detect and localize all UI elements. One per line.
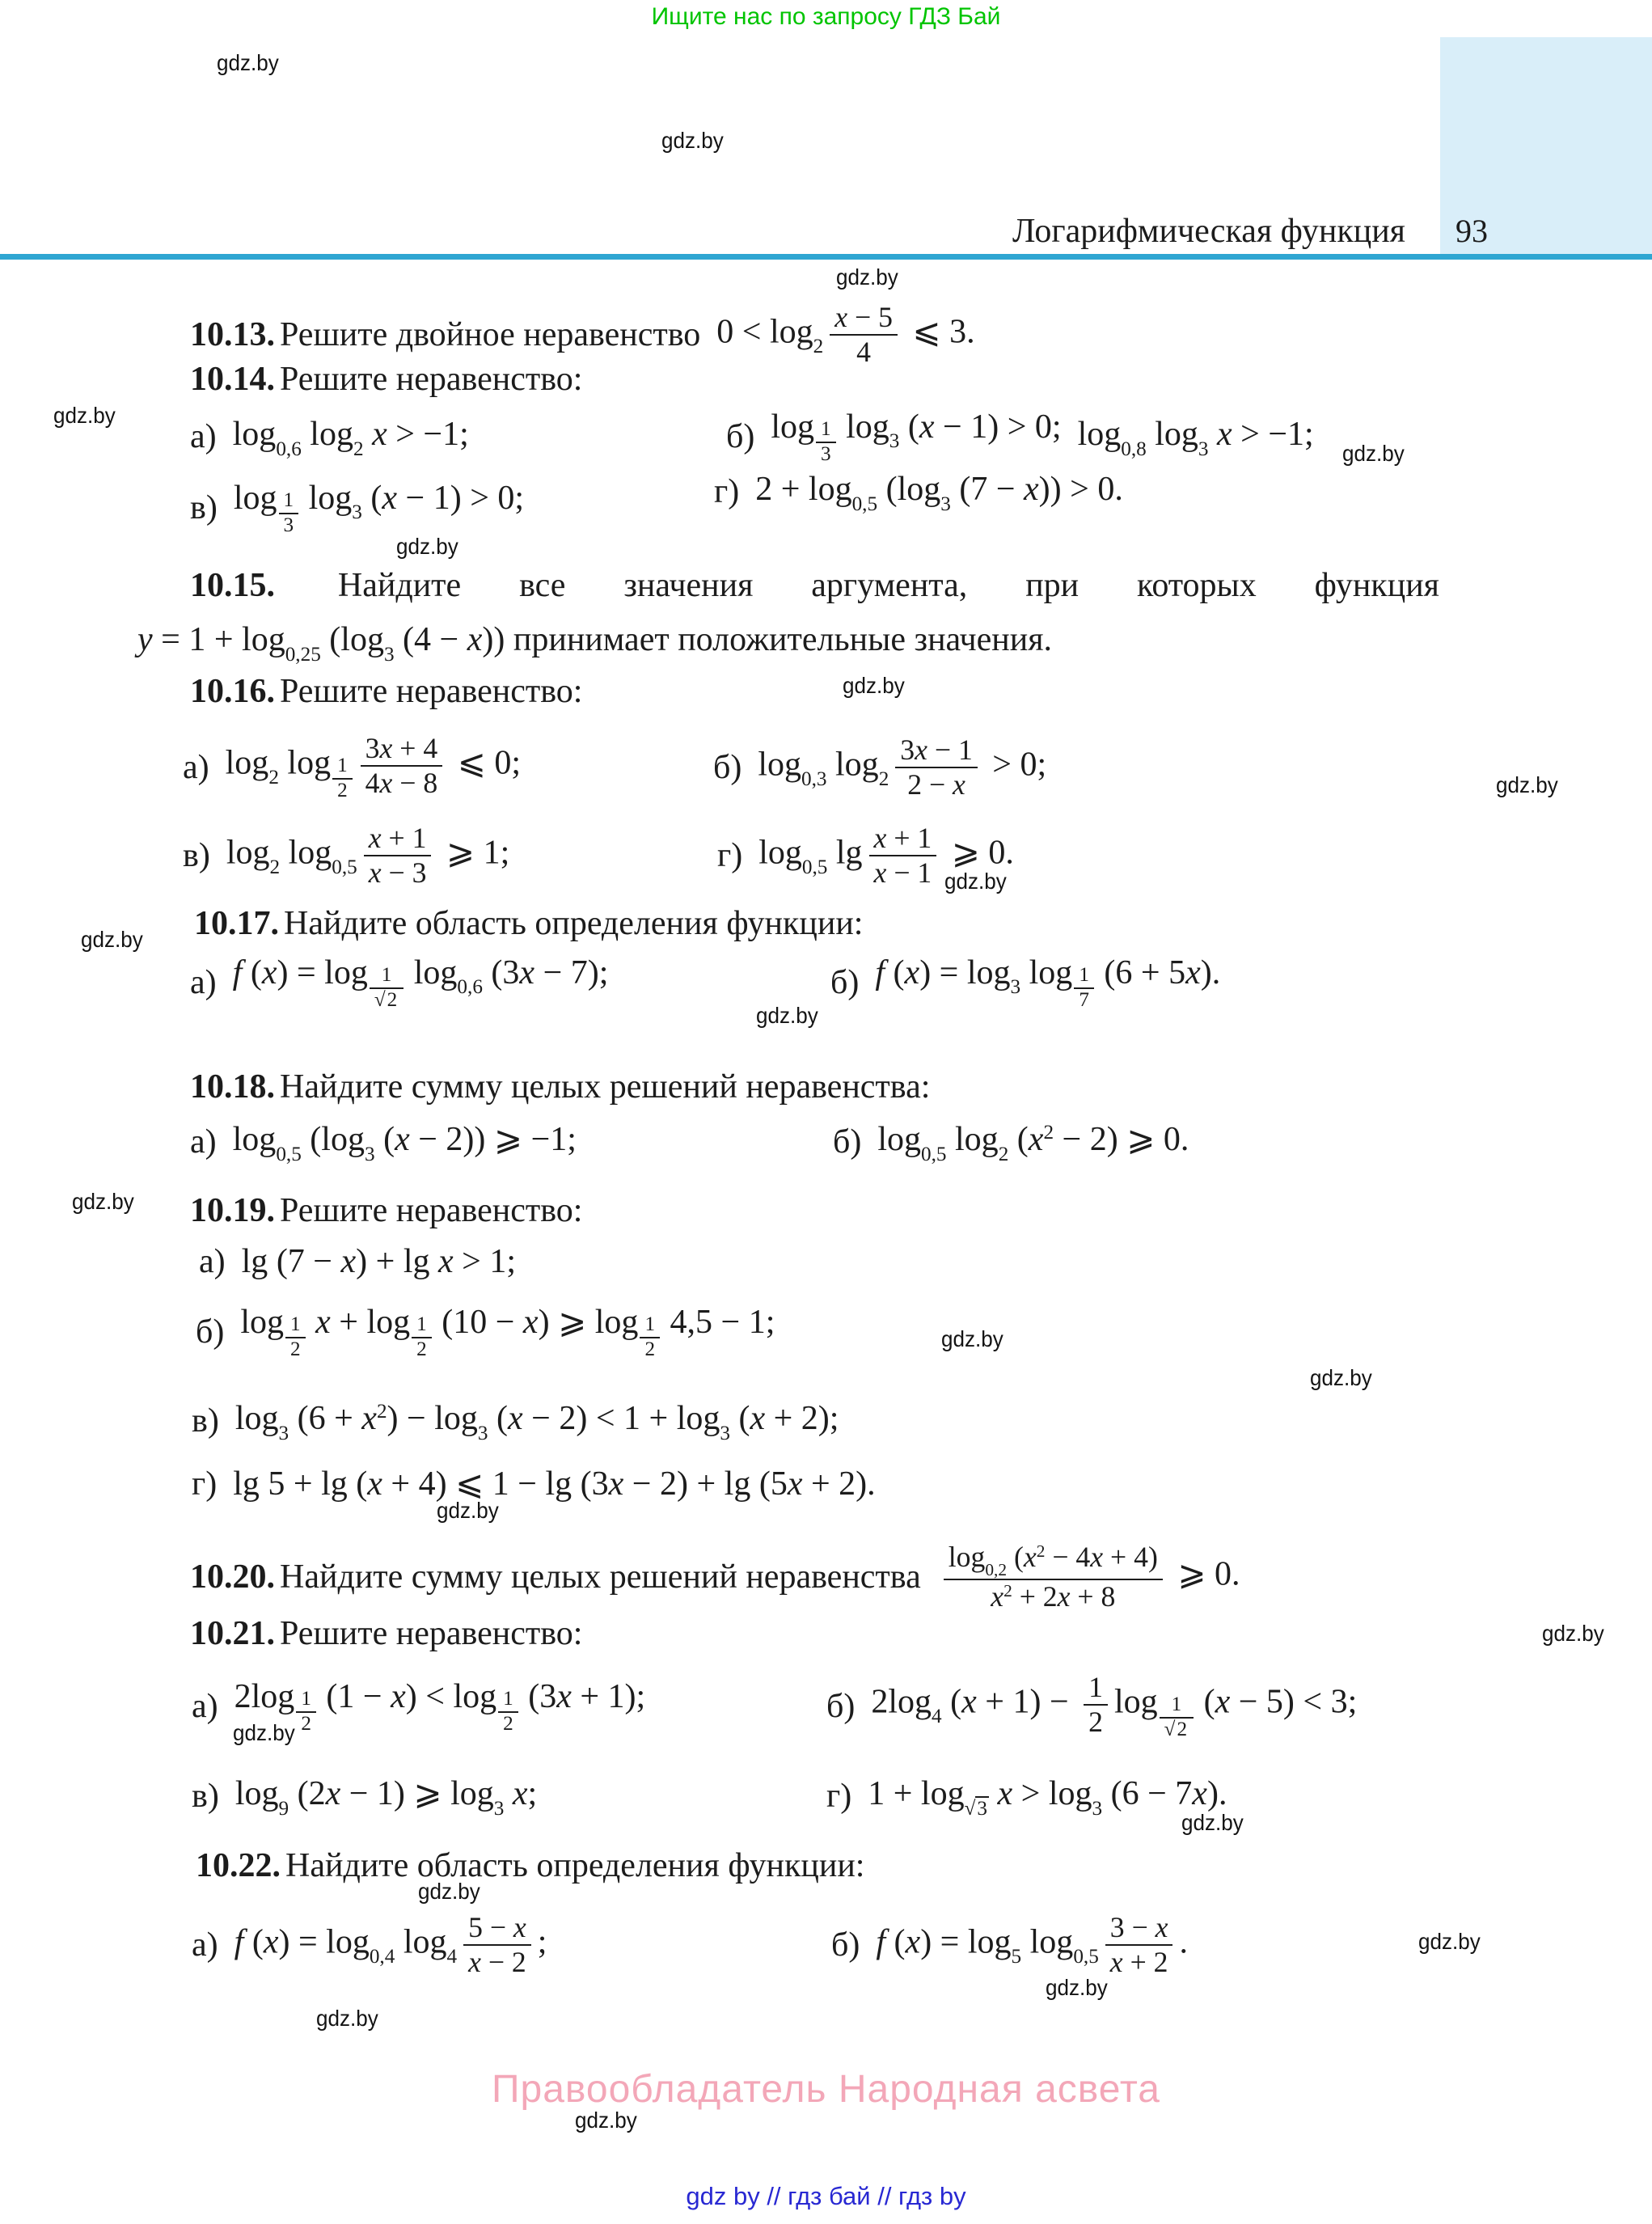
item-label: в) [183,836,210,874]
watermark: gdz.by [756,1003,818,1028]
problem-10-16-item-b [713,720,1046,815]
problem-10-22-heading [196,1846,864,1885]
formula: 2log $\frac{1}{2}$ (1 − x) < log $\frac{1}{2}$ (3x + 1); [234,1677,646,1736]
watermark: gdz.by [1310,1365,1372,1390]
problem-10-19-item-g [192,1457,876,1511]
item-label: б) [833,1123,862,1161]
item-label: г) [717,836,743,874]
formula: log $\frac{1}{2}$ x + log $\frac{1}{2}$ (10 − x) ⩾ log $\frac{1}{2}$ 4,5 − 1; [240,1303,775,1361]
problem-10-19-item-v [192,1394,839,1448]
item-label: в) [192,1402,219,1440]
problem-10-14-item-a [190,410,469,463]
problem-10-21-heading [190,1614,582,1653]
problem-text: Решите неравенство: [280,1192,583,1229]
item-label: б) [196,1313,225,1351]
item-label: а) [199,1242,226,1280]
problem-text: Найдите область определения функции: [284,905,864,942]
watermark: gdz.by [437,1498,499,1523]
page-number: 93 [1456,213,1488,249]
footer-links[interactable]: gdz by // гдз бай // гдз by [686,2182,966,2210]
problem-number: 10.16. [190,673,275,710]
problem-number: 10.22. [196,1847,281,1884]
promo-banner: Ищите нас по запросу ГДЗ Бай [651,3,1001,30]
problem-10-20-row [190,1527,1240,1627]
formula: log2 log0,5 $\frac{x + 1}{x - 3}$ ⩾ 1; [226,821,510,889]
item-label: а) [190,417,217,455]
problem-number: 10.21. [190,1615,275,1652]
formula: log3 (6 + x2) − log3 (x − 2) < 1 + log3 (x + 2); [234,1400,839,1444]
formula: f (x) = log5 log0,5 $\frac{3 - x}{x + 2}$ . [876,1910,1188,1978]
problem-10-14-item-b [726,408,1314,466]
watermark: gdz.by [316,2006,378,2031]
problem-number: 10.17. [194,905,279,942]
problem-10-16-heading [190,672,582,711]
problem-10-21-item-b [826,1668,1357,1745]
formula: log9 (2x − 1) ⩾ log3 x; [234,1775,538,1820]
watermark: gdz.by [418,1879,480,1904]
problem-text: Решите неравенство: [280,361,583,398]
formula: log2 log $\frac{1}{2}$ $\frac{3x + 4}{4x - 8}$ ⩽ 0; [225,731,522,802]
chapter-title: Логарифмическая функция [1012,213,1405,250]
problem-text: Найдите все значения аргумента, при которых функция [337,567,1439,604]
problem-10-19-item-b [196,1292,775,1372]
problem-text: Найдите сумму целых решений неравенства [280,1558,921,1596]
problem-10-18-item-b [833,1115,1189,1169]
problem-10-18-item-a [190,1115,577,1169]
item-label: б) [713,748,742,786]
watermark: gdz.by [661,128,724,153]
formula: log0,5 (log3 (x − 2)) ⩾ −1; [232,1121,577,1165]
problem-10-16-item-g [717,808,1014,903]
problem-text: Решите двойное неравенство [280,315,701,353]
item-label: а) [190,1123,217,1161]
problem-10-14-heading [190,360,582,399]
problem-10-17-item-b [830,941,1220,1025]
watermark: gdz.by [944,869,1007,894]
watermark: gdz.by [1418,1929,1481,1954]
copyright-notice: Правообладатель Народная асвета [492,2068,1160,2111]
formula: f (x) = log3 log $\frac{1}{7}$ (6 + 5x). [875,953,1221,1012]
formula: f (x) = log0,4 log4 $\frac{5 - x}{x - 2}$ ; [234,1910,547,1978]
item-label: г) [192,1465,218,1503]
formula: 0 < log2 $\frac{x - 5}{4}$ ⩽ 3. [716,300,975,368]
watermark: gdz.by [575,2108,637,2133]
item-label: а) [192,1926,218,1964]
watermark: gdz.by [836,264,898,290]
problem-number: 10.14. [190,361,275,398]
watermark: gdz.by [53,403,116,428]
item-label: б) [831,1926,860,1964]
watermark: gdz.by [1046,1975,1108,2000]
formula: 1 + log√3 x > log3 (6 − 7x). [868,1775,1227,1820]
watermark: gdz.by [233,1720,295,1745]
watermark: gdz.by [1496,772,1558,797]
formula: 2log4 (x + 1) − $\frac{1}{2}$ log $\frac{1}{√2}$ (x − 5) < 3; [871,1670,1358,1741]
item-label: б) [830,963,860,1001]
watermark: gdz.by [941,1326,1003,1351]
problem-10-22-item-b [831,1895,1188,1995]
watermark: gdz.by [81,927,143,952]
formula: log0,6 log2 x > −1; [232,416,469,460]
problem-10-16-item-v [183,808,509,903]
formula: f (x) = log $\frac{1}{√2}$ log0,6 (3x − 7); [232,953,609,1012]
formula: 2 + log0,5 (log3 (7 − x)) > 0. [755,471,1123,515]
problem-10-19-heading [190,1191,582,1230]
formula: log $\frac{1}{3}$ log3 (x − 1) > 0; [233,479,525,537]
problem-text: Решите неравенство: [280,1615,583,1652]
problem-text: Найдите область определения функции: [285,1847,865,1884]
problem-10-19-item-a [199,1235,516,1288]
problem-10-18-heading [190,1068,930,1106]
item-label: а) [183,748,209,786]
problem-number: 10.18. [190,1068,275,1106]
problem-number: 10.19. [190,1192,275,1229]
formula: log $\frac{1}{3}$ log3 (x − 1) > 0; [771,408,1062,466]
problem-10-14-item-v [190,467,524,548]
problem-text: Найдите сумму целых решений неравенства: [280,1068,931,1106]
problem-10-22-item-a [192,1895,547,1995]
problem-10-16-item-a [183,720,521,815]
problem-10-21-item-a [192,1668,645,1745]
item-label: в) [190,488,218,526]
item-label: б) [726,417,755,455]
formula: lg (7 − x) + lg x > 1; [241,1242,517,1280]
formula: log0,8 log3 x > −1; [1077,416,1314,460]
watermark: gdz.by [843,673,905,698]
problem-10-14-item-g [714,465,1123,518]
header-rule [0,254,1652,260]
problem-number: 10.15. [190,567,275,604]
formula: log0,5 log2 (x2 − 2) ⩾ 0. [877,1121,1189,1165]
formula: log0,5 lg $\frac{x + 1}{x - 1}$ ⩾ 0. [758,821,1014,889]
watermark: gdz.by [72,1189,134,1214]
problem-number: 10.13. [190,315,275,353]
problem-10-17-item-a [190,941,608,1025]
item-label: г) [714,472,740,510]
formula: log0,3 log2 $\frac{3x - 1}{2 - x}$ > 0; [758,733,1047,801]
problem-text: Решите неравенство: [280,673,583,710]
watermark: gdz.by [1181,1810,1244,1835]
watermark: gdz.by [217,50,279,75]
item-label: а) [192,1687,218,1725]
watermark: gdz.by [1342,441,1405,466]
problem-10-17-heading [194,904,863,943]
item-label: б) [826,1687,856,1725]
watermark: gdz.by [396,534,458,559]
item-label: а) [190,963,217,1001]
problem-10-21-item-g [826,1769,1227,1823]
item-label: в) [192,1777,219,1815]
watermark: gdz.by [1542,1621,1604,1646]
item-label: г) [826,1777,852,1815]
formula: y = 1 + log0,25 (log3 (4 − x)) принимает положительные значения. [137,621,1053,666]
problem-10-21-item-v [192,1769,537,1823]
formula: lg 5 + lg (x + 4) ⩽ 1 − lg (3x − 2) + lg (5x + 2). [233,1465,876,1503]
formula: $\frac{\log 0,2 (x2 - 4x + 4)}{x2 + 2x + 8}$ ⩾ 0. [937,1541,1240,1613]
problem-number: 10.20. [190,1558,275,1596]
